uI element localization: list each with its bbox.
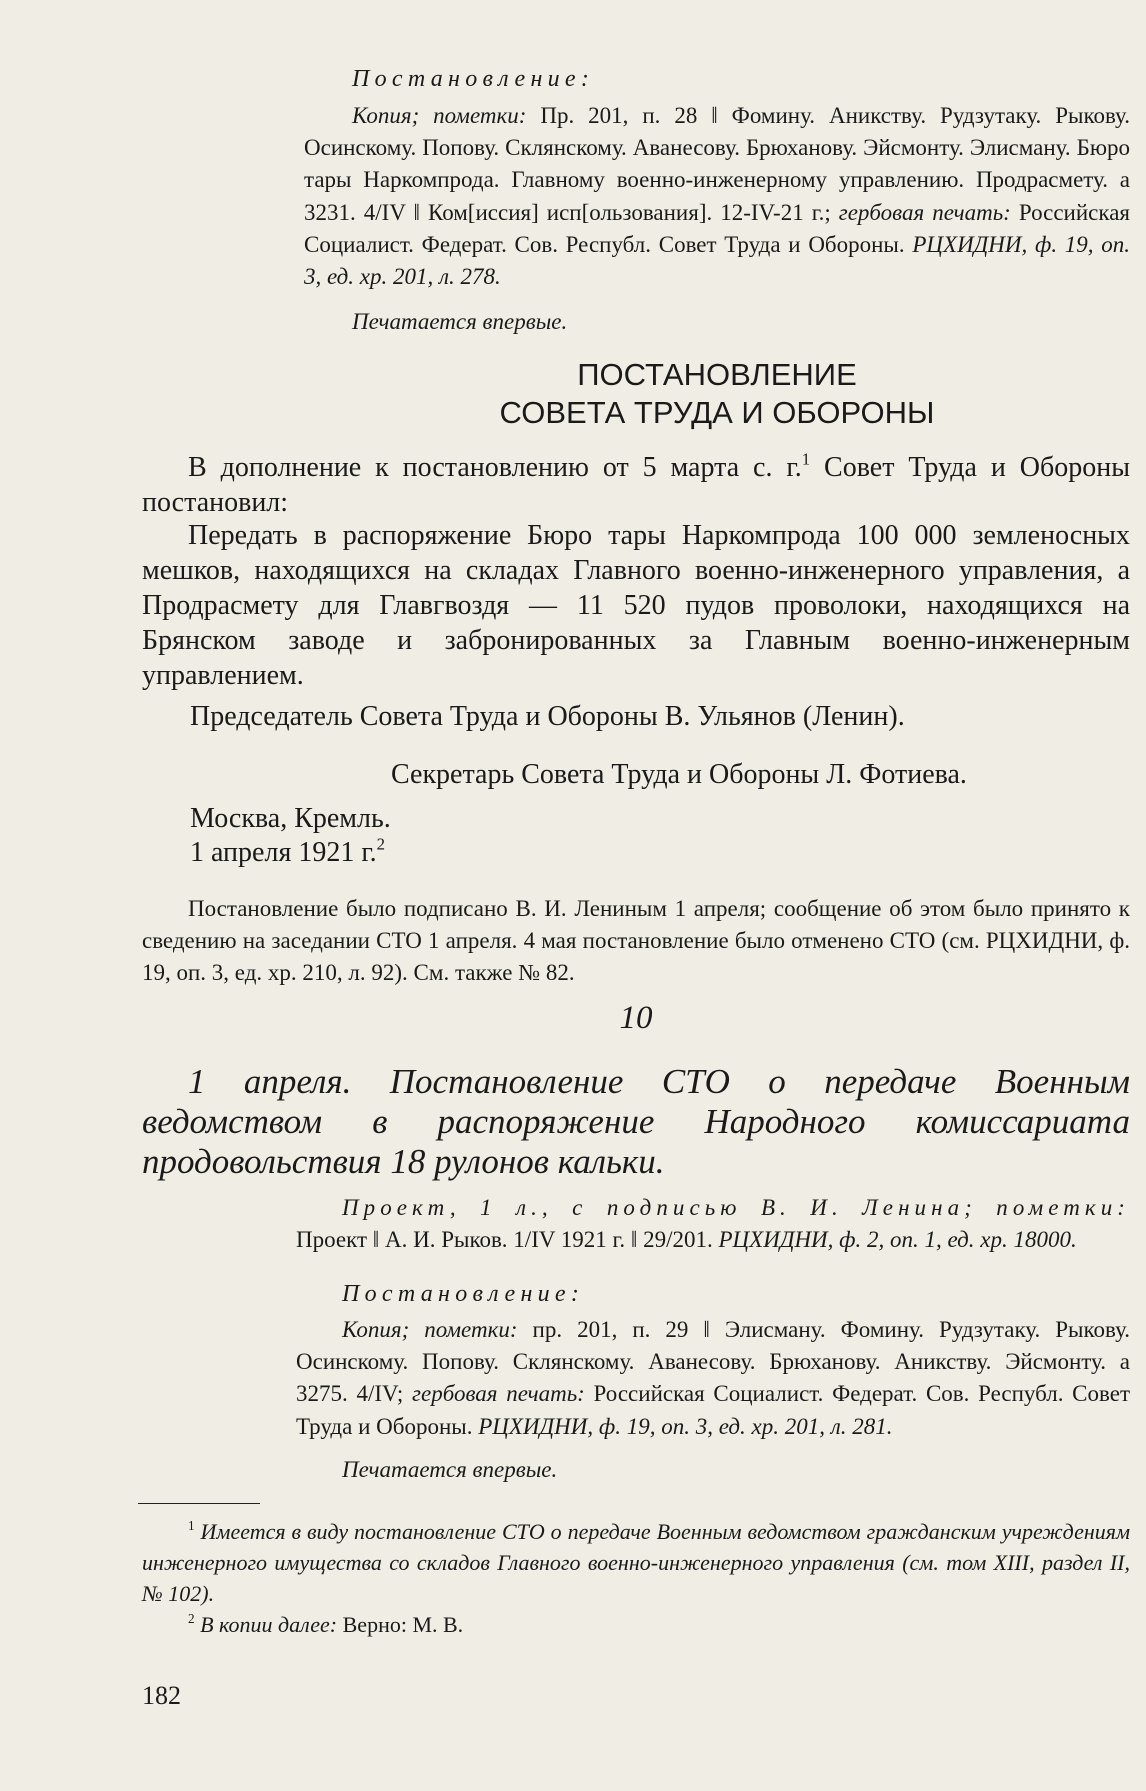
- footnote-2-text: Верно: М. В.: [342, 1612, 464, 1637]
- commentary: Постановление было подписано В. И. Лениным 1 апреля; сообщение об этом было принято к сведению на заседании СТО 1 апреля. 4 мая постановление было отменено СТО (см. РЦХИДНИ, ф. 19, оп. 3, ед. хр. 210, л. 92). См. также № 82.: [142, 896, 1130, 986]
- decree-title: [304, 356, 1130, 432]
- footnote-1: [142, 1516, 1130, 1609]
- footnote-2: [188, 1609, 463, 1640]
- project-label: Проект, 1 л., с подписью В. И. Ленина; пометки:: [342, 1195, 1130, 1220]
- decree-para1: [142, 450, 1130, 520]
- doc-title: 1 апреля. Постановление СТО о передаче Военным ведомством в распоряжение Народного комиссариата продовольствия 18 рулонов кальки.: [142, 1062, 1130, 1181]
- footnote-separator: [138, 1503, 260, 1504]
- top-seal-label: гербовая печать:: [838, 199, 1011, 225]
- secretary-signature: Секретарь Совета Труда и Обороны Л. Фотиева.: [391, 759, 967, 790]
- decree-para1-a: В дополнение к постановлению от 5 марта с. г.: [188, 452, 802, 483]
- doc-copy-note: [296, 1314, 1130, 1443]
- footnote-ref-1: 1: [801, 449, 811, 469]
- decree-title-line1: ПОСТАНОВЛЕНИЕ: [577, 357, 857, 392]
- footnote-1-mark: 1: [188, 1517, 195, 1533]
- top-copy-text: Пр. 201, п. 28 ‖ Фомину. Аникству. Рудзутаку. Рыкову. Осинскому. Попову. Склянскому. Аванесову. Брюханову. Эйсмонту. Элисману. Бюро тары Наркомпрода. Главному военно-инженерному управлению. Продрасмету. а 3231. 4/IV ‖ Ком[иссия] исп[ользования]. 12-IV-21 г.;: [304, 103, 1130, 225]
- doc-heading: Постановление:: [342, 1281, 585, 1307]
- footnote-ref-2: 2: [376, 834, 386, 854]
- chairman-signature: Председатель Совета Труда и Обороны В. Ульянов (Ленин).: [190, 701, 905, 732]
- top-publication-note: Печатается впервые.: [352, 309, 568, 334]
- copy-seal-text: Российская Социалист. Федерат. Сов. Республ. Совет Труда и Обороны.: [296, 1381, 1131, 1439]
- page-number: 182: [142, 1681, 181, 1710]
- copy-text: пр. 201, п. 29 ‖ Элисману. Фомину. Рудзутаку. Рыкову. Осинскому. Попову. Склянскому. Аванесову. Брюханову. Аникству. Эйсмонту. а 3275. 4/IV;: [296, 1317, 1131, 1407]
- top-archive-ref: РЦХИДНИ, ф. 19, оп. 3, ед. хр. 201, л. 278.: [304, 231, 1130, 290]
- footnote-2-mark: 2: [188, 1610, 195, 1626]
- copy-archive-ref: РЦХИДНИ, ф. 19, оп. 3, ед. хр. 201, л. 281.: [478, 1413, 893, 1439]
- top-copy-label: Копия; пометки:: [352, 103, 527, 128]
- date: [190, 835, 385, 870]
- doc-number: 10: [619, 1000, 653, 1036]
- footnote-1-text: Имеется в виду постановление СТО о передаче Военным ведомством гражданским учреждениям инженерного имущества со складов Главного военно-инженерного управления (см. том XIII, раздел II, № 102).: [142, 1519, 1131, 1606]
- top-archival-note: [304, 100, 1130, 293]
- decree-para2: Передать в распоряжение Бюро тары Наркомпрода 100 000 земленосных мешков, находящихся на складах Главного военно-инженерного управления, а Продрасмету для Главгвоздя — 11 520 пудов проволоки, находящихся на Брянском заводе и забронированных за Главным военно-инженерным управлением.: [142, 520, 1130, 691]
- top-seal-text: Российская Социалист. Федерат. Сов. Республ. Совет Труда и Обороны.: [304, 199, 1130, 257]
- project-text: Проект ‖ А. И. Рыков. 1/IV 1921 г. ‖ 29/201.: [296, 1227, 713, 1253]
- place: Москва, Кремль.: [190, 803, 391, 834]
- copy-seal-label: гербовая печать:: [412, 1381, 585, 1407]
- date-text: 1 апреля 1921 г.: [190, 837, 377, 868]
- decree-para1-b: Совет Труда и Обороны постановил:: [142, 452, 1131, 518]
- top-heading: Постановление:: [352, 66, 595, 92]
- doc-publication-note: Печатается впервые.: [342, 1457, 558, 1482]
- doc-project-note: [296, 1192, 1130, 1256]
- footnote-2-label: В копии далее:: [200, 1612, 338, 1637]
- project-archive-ref: РЦХИДНИ, ф. 2, оп. 1, ед. хр. 18000.: [718, 1227, 1077, 1253]
- decree-title-line2: СОВЕТА ТРУДА И ОБОРОНЫ: [499, 395, 935, 430]
- copy-label: Копия; пометки:: [342, 1317, 518, 1342]
